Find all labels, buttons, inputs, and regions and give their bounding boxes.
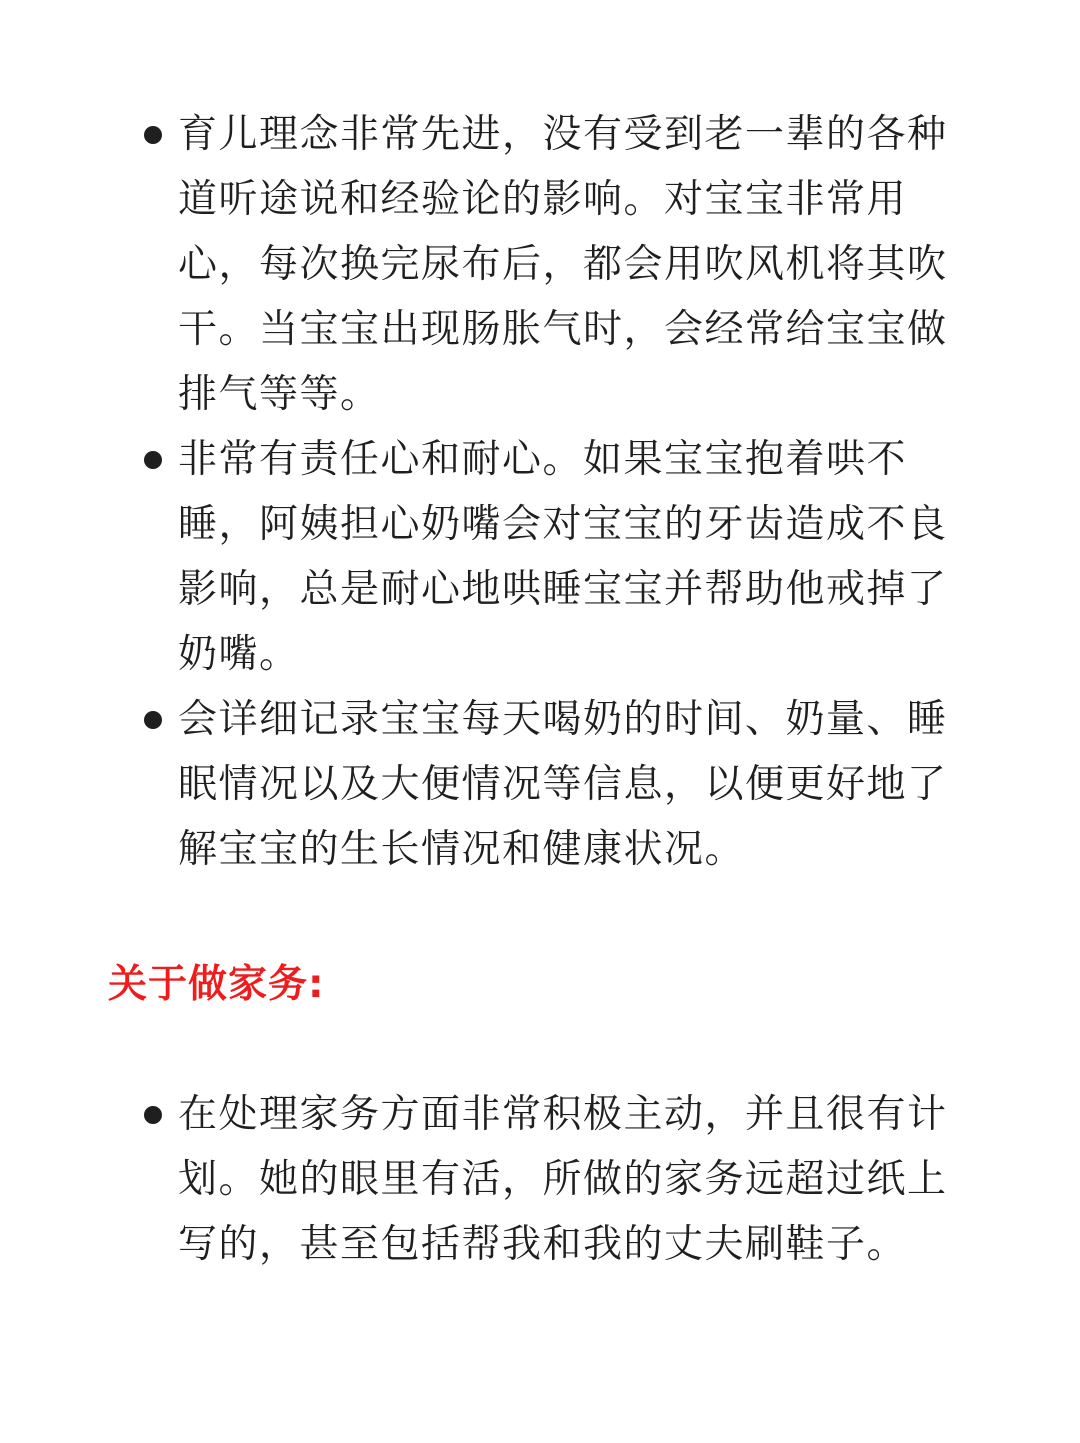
section-heading-housework: 关于做家务: <box>108 962 325 1007</box>
bullet-icon <box>144 1106 162 1124</box>
bullet-icon <box>144 711 162 729</box>
list-item <box>0 427 1080 687</box>
bullet-icon <box>144 126 162 144</box>
list-item-text: 非常有责任心和耐心。如果宝宝抱着哄不睡，阿姨担心奶嘴会对宝宝的牙齿造成不良影响，总是耐心地哄睡宝宝并帮助他戒掉了奶嘴。 <box>178 437 948 677</box>
housework-list <box>0 1082 1080 1277</box>
bullet-icon <box>144 451 162 469</box>
list-item <box>0 687 1080 882</box>
list-item-text: 在处理家务方面非常积极主动，并且很有计划。她的眼里有活，所做的家务远超过纸上写的，甚至包括帮我和我的丈夫刷鞋子。 <box>178 1092 948 1267</box>
list-item <box>0 102 1080 427</box>
list-item-text: 会详细记录宝宝每天喝奶的时间、奶量、睡眠情况以及大便情况等信息，以便更好地了解宝宝的生长情况和健康状况。 <box>178 697 948 872</box>
list-item-text: 育儿理念非常先进，没有受到老一辈的各种道听途说和经验论的影响。对宝宝非常用心，每次换完尿布后，都会用吹风机将其吹干。当宝宝出现肠胀气时，会经常给宝宝做排气等等。 <box>178 112 948 417</box>
childcare-list <box>0 102 1080 882</box>
list-item <box>0 1082 1080 1277</box>
